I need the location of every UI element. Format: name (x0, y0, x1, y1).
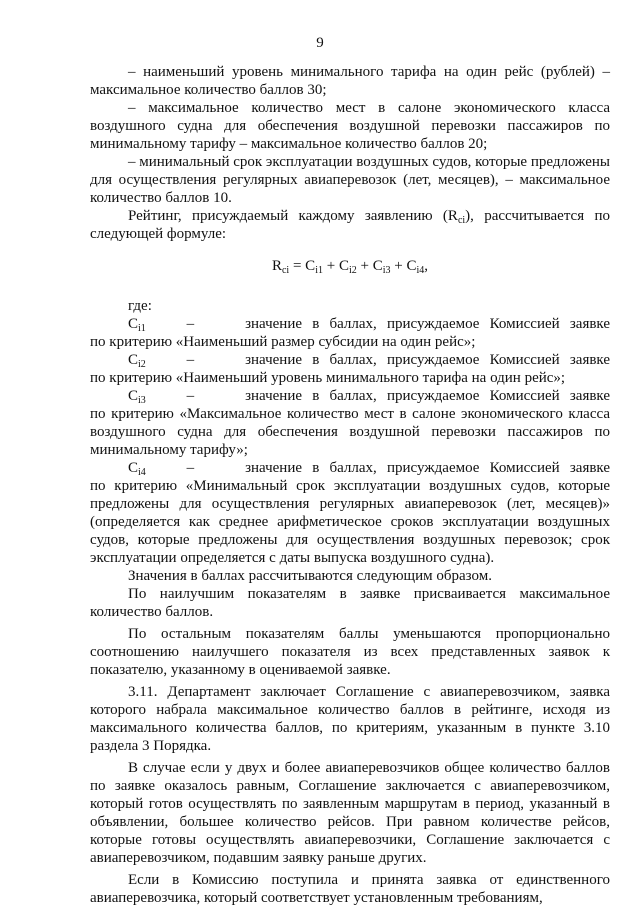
paragraph: Значения в баллах рассчитываются следующим образом. (128, 568, 492, 584)
paragraph: Если в Комиссию поступила и принята заявка от единственного авиаперевозчика, который соответствует установленным требованиям, (90, 872, 610, 906)
criterion-c3: $C_{i3}$ – значение в баллах, присуждаемое Комиссией заявке по критерию «Максимальное количество мест в салоне экономического класса воздушного судна для обеспечения воздушной перевозки пассажиров по минимальному тарифу»; (90, 388, 611, 458)
criterion-c4: $C_{i4}$ – значение в баллах, присуждаемое Комиссией заявке по критерию «Минимальный срок эксплуатации воздушных судов, которые предложены для осуществления регулярных авиаперевозок (лет, месяцев)» (определяется как среднее арифметическое сроков эксплуатации воздушных судов, которые предложены для осуществления воздушных перевозок; срок эксплуатации определяется с даты выпуска воздушного судна). (90, 460, 611, 566)
criterion-c1: $C_{i1}$ – значение в баллах, присуждаемое Комиссией заявке по критерию «Наименьший размер субсидии на один рейс»; (90, 316, 611, 350)
paragraph: По остальным показателям баллы уменьшаются пропорционально соотношению наилучшего показателя из всех представленных заявок к показателю, указанному в оцениваемой заявке. (90, 626, 610, 678)
where-label: где: (128, 298, 152, 314)
paragraph: – минимальный срок эксплуатации воздушных судов, которые предложены для осуществления регулярных авиаперевозок (лет, месяцев), – максимальное количество баллов 10. (90, 154, 610, 206)
rating-paragraph: Рейтинг, присуждаемый каждому заявлению $(R_{ci})$, рассчитывается по следующей формуле: (90, 208, 610, 242)
rating-formula: $R_{ci} = C_{i1} + C_{i2} + C_{i3} + C_{i4}$, (271, 258, 429, 276)
paragraph: – наименьший уровень минимального тарифа на один рейс (рублей) – максимальное количество баллов 30; (90, 64, 610, 98)
paragraph-3-11: 3.11. Департамент заключает Соглашение с авиаперевозчиком, заявка которого набрала максимальное количество баллов в рейтинге, исходя из максимального количества баллов, по критериям, указанным в пункте 3.10 раздела 3 Порядка. (90, 684, 610, 754)
page-number: 9 (316, 35, 324, 51)
paragraph: По наилучшим показателям в заявке присваивается максимальное количество баллов. (90, 586, 610, 620)
document-body (90, 63, 610, 907)
paragraph: В случае если у двух и более авиаперевозчиков общее количество баллов по заявке оказалось равным, Соглашение заключается с авиаперевозчиком, который готов осуществлять по заявленным маршрутам в период, указанный в объявлении, большее количество рейсов. При равном количестве рейсов, которые готовы осуществлять авиаперевозчики, Соглашение заключается с авиаперевозчиком, подавшим заявку раньше других. (90, 760, 610, 866)
criterion-c2: $C_{i2}$ – значение в баллах, присуждаемое Комиссией заявке по критерию «Наименьший уровень минимального тарифа на один рейс»; (90, 352, 611, 386)
paragraph: – максимальное количество мест в салоне экономического класса воздушного судна для обеспечения воздушной перевозки пассажиров по минимальному тарифу – максимальное количество баллов 20; (90, 100, 610, 152)
